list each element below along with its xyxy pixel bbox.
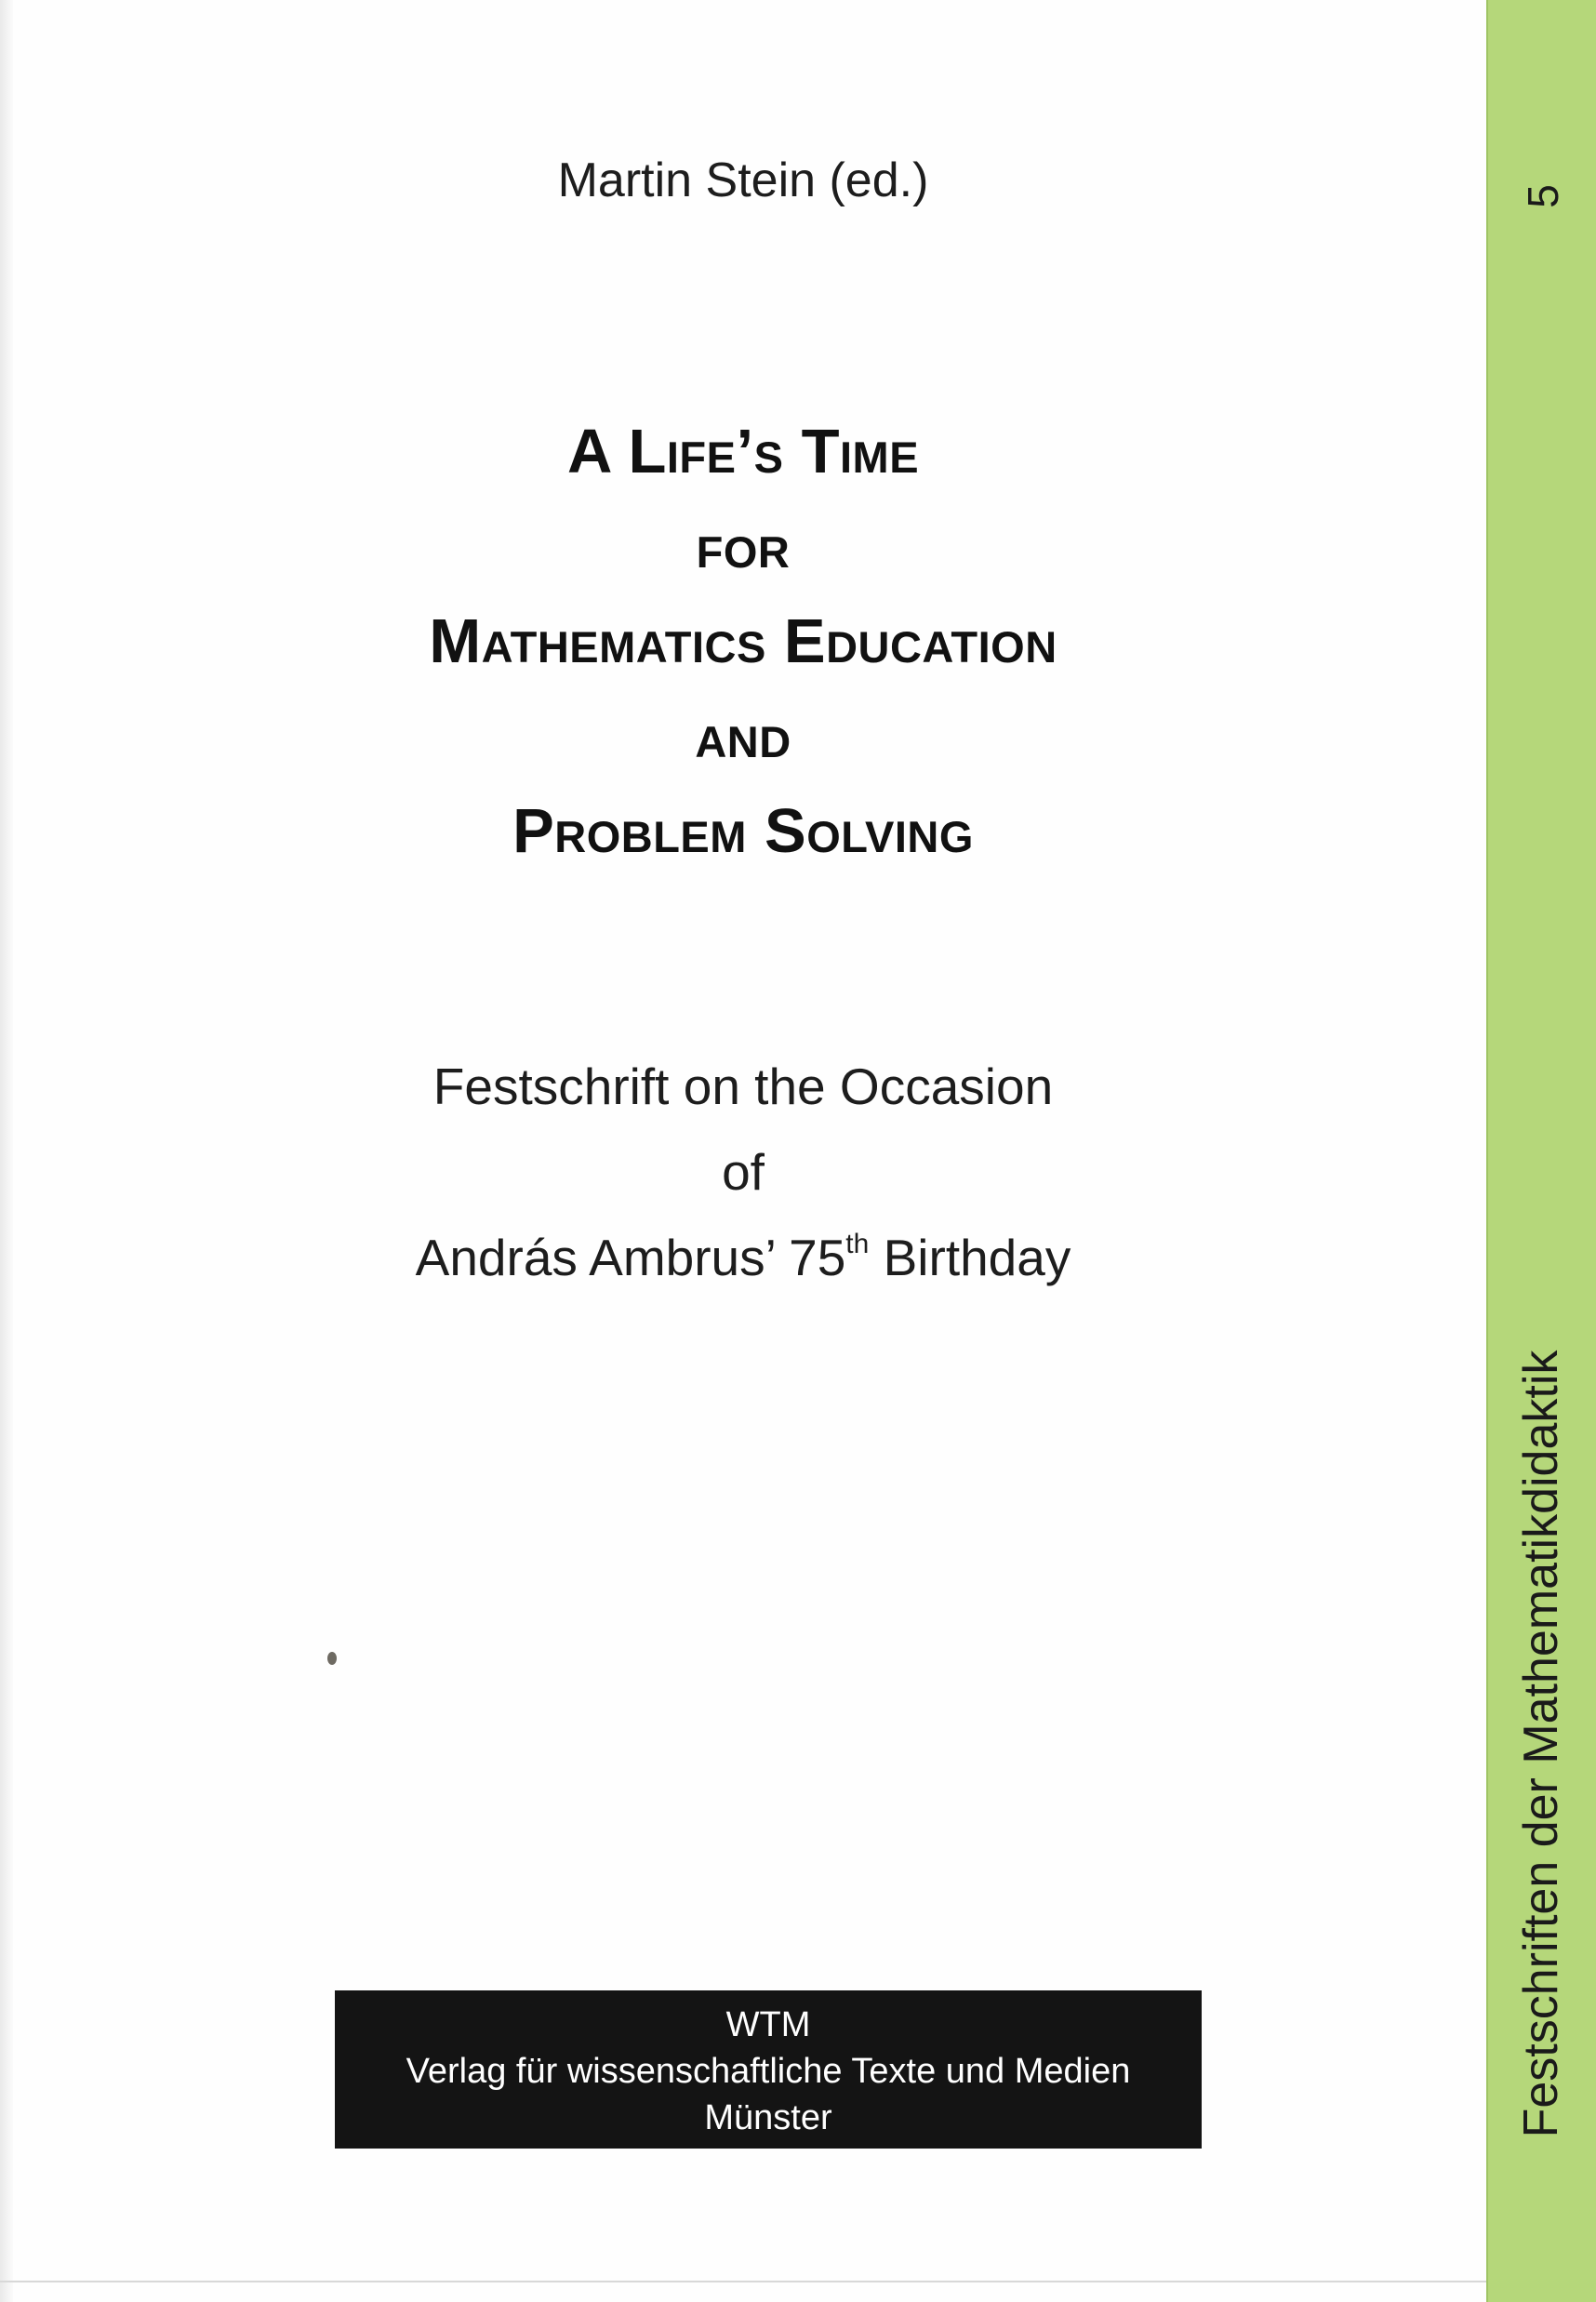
title-line-5: Problem Solving <box>512 796 974 866</box>
publisher-box <box>335 1990 1202 2149</box>
series-title: Festschriften der Mathematikdidaktik <box>1514 1350 1568 2138</box>
publisher-line-3: Münster <box>704 2098 832 2137</box>
subtitle-line-3-main: András Ambrus’ 75 <box>415 1229 846 1286</box>
paper-speck <box>327 1652 337 1665</box>
title-line-2: for <box>696 512 791 581</box>
series-volume-number: 5 <box>1519 184 1567 208</box>
publisher-line-1: WTM <box>725 2005 811 2044</box>
subtitle-line-3 <box>0 1215 1486 1300</box>
publisher-line-2: Verlag für wissenschaftliche Texte und Medien <box>406 2052 1131 2091</box>
book-subtitle <box>0 1044 1486 1300</box>
title-line-4: and <box>695 701 791 771</box>
ordinal-superscript: th <box>845 1229 870 1259</box>
cover-bottom-edge <box>0 2281 1486 2282</box>
subtitle-line-2: of <box>722 1143 765 1201</box>
subtitle-line-1: Festschrift on the Occasion <box>432 1058 1054 1115</box>
editor-name: Martin Stein (ed.) <box>557 153 929 207</box>
book-title <box>0 405 1486 879</box>
subtitle-line-3-end: Birthday <box>869 1229 1071 1286</box>
title-line-3: Mathematics Education <box>429 606 1057 676</box>
title-line-1: A Life’s Time <box>566 417 920 486</box>
